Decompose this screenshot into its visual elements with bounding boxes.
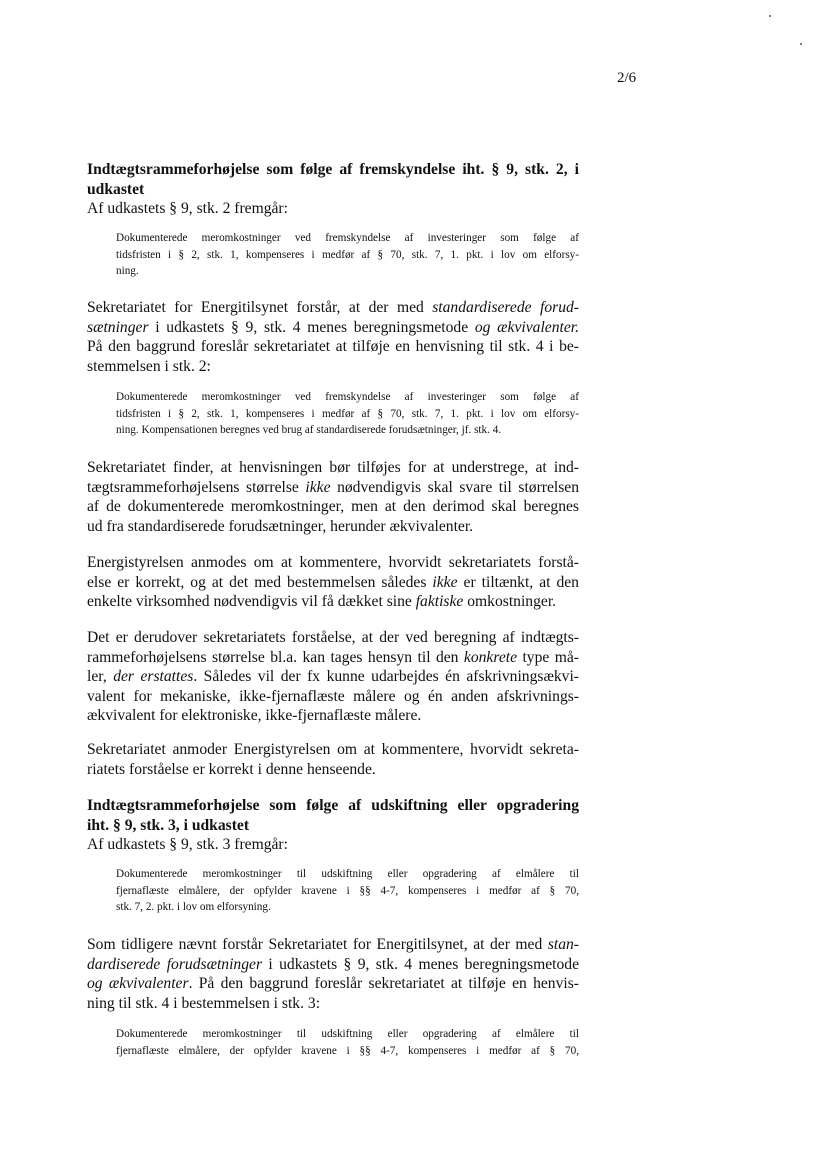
text-line: ud fra standardiserede forudsætninger, herunder ækvivalenter. [87,517,474,535]
text-line: Som tidligere nævnt forstår Sekretariatet for Energitilsynet, at der med stan- [87,936,579,953]
quote-line: Dokumenterede meromkostninger til udskiftning eller opgradering af elmålere til [116,1028,579,1040]
intro-text [87,199,579,219]
text-line: Sekretariatet for Energitilsynet forstår, at der med standardiserede forud- [87,299,579,316]
text-line: På den baggrund foreslår sekretariatet at tilføje en henvisning til stk. 4 i be- [87,338,579,356]
heading-line: Indtægtsrammeforhøjelse som følge af fremskyndelse iht. § 9, stk. 2, i [87,161,579,178]
quote-line: Dokumenterede meromkostninger til udskiftning eller opgradering af elmålere til [116,868,579,880]
text-line: Energistyrelsen anmodes om at kommentere, hvorvidt sekretariatets forstå- [87,554,579,571]
quote-line: Dokumenterede meromkostninger ved fremskyndelse af investeringer som følge af [116,232,579,244]
paragraph [87,553,579,612]
paragraph [87,458,579,536]
quote-line: Dokumenterede meromkostninger ved fremskyndelse af investeringer som følge af [116,391,579,403]
intro-text [87,835,579,855]
page-number: 2/6 [617,70,637,86]
paragraph [87,935,579,1013]
section-heading [87,796,579,835]
heading-line: iht. § 9, stk. 3, i udkastet [87,816,250,834]
quote-block [116,1026,579,1059]
heading-line: Indtægtsrammeforhøjelse som følge af udskiftning eller opgradering [87,797,579,814]
paragraph [87,298,579,376]
text-line: ækvivalent for elektroniske, ikke-fjernaflæste målere. [87,707,422,725]
scan-speck [769,15,771,17]
heading-line: udkastet [87,180,145,198]
quote-line: stk. 7, 2. pkt. i lov om elforsyning. [116,901,271,913]
text-line: sætninger i udkastets § 9, stk. 4 menes beregningsmetode og ækvivalenter. [87,318,579,336]
quote-line: ning. [116,265,139,277]
text-line: stemmelsen i stk. 2: [87,357,211,375]
text-line: else er korrekt, og at det med bestemmelsen således ikke er tiltænkt, at den [87,573,579,591]
text-line: dardiserede forudsætninger i udkastets § 9, stk. 4 menes beregningsmetode [87,955,579,973]
text-line: Det er derudover sekretariatets forståelse, at der ved beregning af indtægts- [87,629,579,646]
paragraph [87,628,579,726]
quote-line: tidsfristen i § 2, stk. 1, kompenseres i medfør af § 70, stk. 7, 1. pkt. i lov om elforsy- [116,248,579,261]
text-line: riatets forståelse er korrekt i denne henseende. [87,760,376,778]
text-line: og ækvivalenter. På den baggrund foreslår sekretariatet at tilføje en henvis- [87,975,579,993]
text-line: Sekretariatet finder, at henvisningen bør tilføjes for at understrege, at ind- [87,459,579,476]
text-line: ning til stk. 4 i bestemmelsen i stk. 3: [87,994,321,1012]
text-line: ler, der erstattes. Således vil der fx kunne udarbejdes én afskrivningsækvi- [87,668,579,686]
section-heading [87,160,579,199]
text-line: Sekretariatet anmoder Energistyrelsen om at kommentere, hvorvidt sekreta- [87,741,579,758]
text-line: valent for mekaniske, ikke-fjernaflæste målere og én anden afskrivnings- [87,687,579,705]
text-line: Af udkastets § 9, stk. 3 fremgår: [87,836,288,853]
paragraph [87,740,579,779]
scan-speck [800,43,802,45]
quote-block [116,389,579,439]
text-line: Af udkastets § 9, stk. 2 fremgår: [87,200,288,217]
quote-block [116,230,579,280]
text-line: af de dokumenterede meromkostninger, men at den derimod skal beregnes [87,498,579,516]
quote-line: fjernaflæste elmålere, der opfylder kravene i §§ 4-7, kompenseres i medfør af § 70, [116,884,579,897]
quote-line: ning. Kompensationen beregnes ved brug af standardiserede forudsætninger, jf. stk. 4. [116,424,502,436]
text-line: enkelte virksomhed nødvendigvis vil få dækket sine faktiske omkostninger. [87,593,557,611]
quote-block [116,866,579,916]
quote-line: fjernaflæste elmålere, der opfylder kravene i §§ 4-7, kompenseres i medfør af § 70, [116,1044,579,1057]
quote-line: tidsfristen i § 2, stk. 1, kompenseres i medfør af § 70, stk. 7, 1. pkt. i lov om elforsy- [116,407,579,420]
text-line: tægtsrammeforhøjelsens størrelse ikke nødvendigvis skal svare til størrelsen [87,478,579,496]
text-line: rammeforhøjelsens størrelse bl.a. kan tages hensyn til den konkrete type må- [87,648,579,666]
